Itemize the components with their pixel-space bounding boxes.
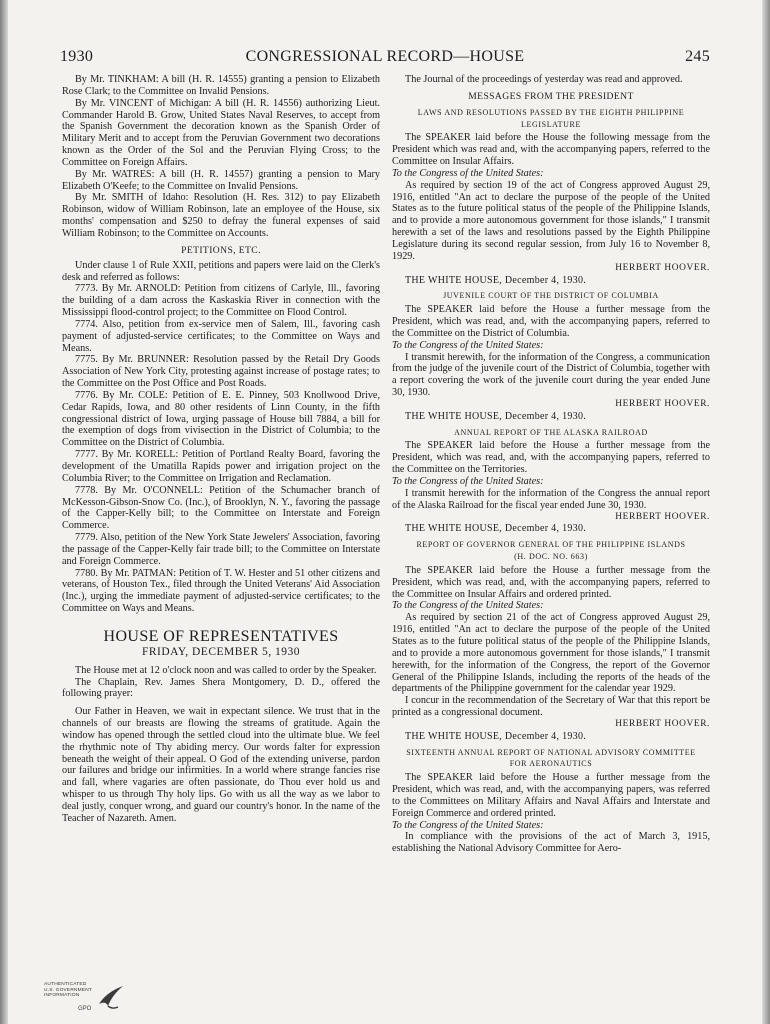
message-body: As required by section 19 of the act of Congress approved August 29, 1916, entitled "An act to declare the purpose of the people of the United States as to the future political status of the people of the Philippine Islands, and to provide a more autonomous government for those islands," I transmit herewith a set of the laws and resolutions passed by the Eighth Philippine Legislature during its second regular session, from July 16 to November 8, 1929.: [392, 179, 710, 262]
bill-paragraph: By Mr. SMITH of Idaho: Resolution (H. Res. 312) to pay Elizabeth Robinson, widow of William Robinson, late an employee of the House, six months' compensation and $250 to defray the funeral expenses of said William Robinson; to the Committee on Accounts.: [62, 192, 380, 239]
aeronautics-heading-continued: FOR AERONAUTICS: [509, 759, 593, 769]
messages-heading: MESSAGES FROM THE PRESIDENT: [468, 90, 634, 102]
aeronautics-heading: SIXTEENTH ANNUAL REPORT OF NATIONAL ADVISORY COMMITTEE: [406, 747, 696, 757]
page-number: 245: [685, 48, 710, 65]
signature: HERBERT HOOVER.: [615, 398, 710, 409]
petition-paragraph: 7778. By Mr. O'CONNELL: Petition of the Schumacher branch of McKesson-Gibson-Snow Co. (Inc.), of Brooklyn, N. Y., favoring the passage of the Capper-Kelly bill; to the Committee on Interstate and Foreign Commerce.: [62, 484, 380, 532]
juvenile-heading: JUVENILE COURT OF THE DISTRICT OF COLUMBIA: [443, 291, 659, 301]
gpo-authentication-logo: [44, 982, 134, 1016]
page-year: 1930: [60, 48, 94, 65]
prayer-paragraph: Our Father in Heaven, we wait in expectant silence. We trust that in the channels of our breasts are flowing the streams of gratitude. Again the window has opened through the settled cloud into the ultimate blue. We feel the rhythmic note of Thy abiding mercy. Our words falter for expression beneath the weight of their appeal. O God of the extending universe, pardon our failures and bridge our infirmities. In a world where strange fancies rise and fall, where vagaries are often passionate, do Thou ever hold us and whisper to us through Thy holy lips. Go with us all the way as we labor to deal justly, conquer wrong, and guard our country's honor. In the name of the Teacher of Nazareth. Amen.: [62, 706, 380, 824]
petition-paragraph: 7775. By Mr. BRUNNER: Resolution passed by the Retail Dry Goods Association of New York City, protesting against increase of postage rates; to the Committee on the Post Office and Post Roads.: [62, 354, 380, 390]
journal-paragraph: The Journal of the proceedings of yesterday was read and approved.: [405, 74, 683, 85]
scan-left-edge: [0, 0, 8, 1024]
running-header: [60, 48, 710, 70]
petitions-heading: PETITIONS, ETC.: [181, 244, 261, 256]
logo-text: AUTHENTICATED U.S. GOVERNMENT INFORMATION: [44, 982, 93, 999]
house-heading: HOUSE OF REPRESENTATIVES: [103, 627, 339, 645]
house-date: FRIDAY, DECEMBER 5, 1930: [141, 645, 300, 658]
address-line: To the Congress of the United States:: [392, 600, 544, 612]
white-house-dateline: THE WHITE HOUSE, December 4, 1930.: [405, 410, 587, 422]
white-house-dateline: THE WHITE HOUSE, December 4, 1930.: [405, 730, 587, 742]
petition-paragraph: 7774. Also, petition from ex-service men of Salem, Ill., favoring cash payment of adjusted-service certificates; to the Committee on Ways and Means.: [62, 318, 380, 354]
petition-paragraph: Under clause 1 of Rule XXII, petitions and papers were laid on the Clerk's desk and referred as follows:: [62, 259, 380, 283]
alaska-heading: ANNUAL REPORT OF THE ALASKA RAILROAD: [454, 427, 648, 437]
speaker-paragraph: The SPEAKER laid before the House a further message from the President, which was read, and, with the accompanying papers, referred to the Committee on Insular Affairs and ordered printed.: [392, 564, 710, 600]
petition-paragraph: 7776. By Mr. COLE: Petition of E. E. Pinney, 503 Knollwood Drive, Cedar Rapids, Iowa, and 80 other residents of Linn County, in the fifth congressional district of Iowa, urging passage of House bill 7884, a bill for the exemption of dogs from vivisection in the District of Columbia; to the Committee on the District of Columbia.: [62, 389, 380, 449]
eagle-seal-icon: [96, 982, 126, 1012]
address-line: To the Congress of the United States:: [392, 819, 544, 831]
house-paragraph: The Chaplain, Rev. James Shera Montgomery, D. D., offered the following prayer:: [62, 676, 380, 700]
signature: HERBERT HOOVER.: [615, 718, 710, 729]
governor-heading: REPORT OF GOVERNOR GENERAL OF THE PHILIPPINE ISLANDS: [416, 540, 686, 550]
speaker-paragraph: The SPEAKER laid before the House the following message from the President which was read and, with the accompanying papers, referred to the Committee on Insular Affairs.: [392, 132, 710, 168]
page-title: CONGRESSIONAL RECORD—HOUSE: [245, 48, 525, 65]
petition-paragraph: 7780. By Mr. PATMAN: Petition of T. W. Hester and 51 other citizens and veterans, of Houston Tex., filed through the United Veterans' Aid Association (Inc.), urging the immediate payment of adjusted-service certificates; to the Committee on Ways and Means.: [62, 567, 380, 615]
message-body: I concur in the recommendation of the Secretary of War that this report be printed as a congressional document.: [392, 695, 710, 719]
address-line: To the Congress of the United States:: [392, 167, 544, 179]
house-paragraph: The House met at 12 o'clock noon and was called to order by the Speaker.: [75, 664, 377, 676]
petition-paragraph: 7777. By Mr. KORELL: Petition of Portland Realty Board, favoring the development of the Umatilla Rapids power and irrigation project on the Columbia River; to the Committee on Irrigation and Reclamation.: [62, 449, 380, 484]
address-line: To the Congress of the United States:: [392, 476, 544, 487]
speaker-paragraph: The SPEAKER laid before the House a further message from the President, which was read, and, with the accompanying papers, was referred to the Committees on Military Affairs and Naval Affairs and Interstate and Foreign Commerce and ordered printed.: [392, 772, 710, 819]
governor-doc-number: (H. DOC. NO. 663): [514, 552, 588, 562]
message-body: I transmit herewith for the information of the Congress the annual report of the Alaska Railroad for the fiscal year ended June 30, 1930.: [392, 487, 710, 511]
address-line: To the Congress of the United States:: [392, 339, 544, 351]
right-column: [392, 74, 710, 855]
white-house-dateline: THE WHITE HOUSE, December 4, 1930.: [405, 523, 587, 535]
bill-paragraph: By Mr. TINKHAM: A bill (H. R. 14555) granting a pension to Elizabeth Rose Clark; to the Committee on Invalid Pensions.: [62, 74, 380, 97]
white-house-dateline: THE WHITE HOUSE, December 4, 1930.: [405, 274, 587, 286]
scan-right-edge: [762, 0, 770, 1024]
logo-gpo-label: GPO: [78, 1006, 92, 1012]
laws-heading: LAWS AND RESOLUTIONS PASSED BY THE EIGHTH PHILIPPINE: [417, 107, 685, 117]
left-column: [62, 74, 380, 825]
bill-paragraph: By Mr. WATRES: A bill (H. R. 14557) granting a pension to Mary Elizabeth O'Keefe; to the Committee on Invalid Pensions.: [62, 168, 380, 192]
signature: HERBERT HOOVER.: [615, 262, 710, 273]
petition-paragraph: 7773. By Mr. ARNOLD: Petition from citizens of Carlyle, Ill., favoring the building of a dam across the Kaskaskia River in connection with the Mississippi flood-control project; to the Committee on Flood Control.: [62, 283, 380, 319]
laws-heading-continued: LEGISLATURE: [521, 119, 581, 129]
petition-paragraph: 7779. Also, petition of the New York State Jewelers' Association, favoring the passage of the Capper-Kelly fair trade bill; to the Committee on Interstate and Foreign Commerce.: [62, 532, 380, 567]
message-body: In compliance with the provisions of the act of March 3, 1915, establishing the National Advisory Committee for Aero-: [392, 831, 710, 855]
message-body: I transmit herewith, for the information of the Congress, a communication from the judge of the juvenile court of the District of Columbia, together with a report covering the work of the juvenile court during the year ended June 30, 1930.: [392, 351, 710, 399]
signature: HERBERT HOOVER.: [615, 511, 710, 522]
speaker-paragraph: The SPEAKER laid before the House a further message from the President, which was read, and, with the accompanying papers, referred to the Committee on the Territories.: [392, 440, 710, 476]
bill-paragraph: By Mr. VINCENT of Michigan: A bill (H. R. 14556) authorizing Lieut. Commander Harold B. Grow, United States Naval Reserves, to accept from the Spanish Government the decoration known as the Spanish Order of Military Merit and to accept from the Peruvian Government two decorations known as the Order of the Sol and the Peruvian Flying Cross; to the Committee on Foreign Affairs.: [62, 97, 380, 168]
speaker-paragraph: The SPEAKER laid before the House a further message from the President, which was read, and, with the accompanying papers, referred to the Committee on the District of Columbia.: [392, 304, 710, 339]
message-body: As required by section 21 of the act of Congress approved August 29, 1916, entitled "An act to declare the purpose of the people of the United States as to the future political status of the people of the Philippine Islands, and to provide a more autonomous government for those islands," I transmit herewith, for the information of the Congress, the report of the Governor General of the Philippine Islands, including the reports of the heads of the departments of the Philippine government for the calendar year 1929.: [392, 612, 710, 695]
